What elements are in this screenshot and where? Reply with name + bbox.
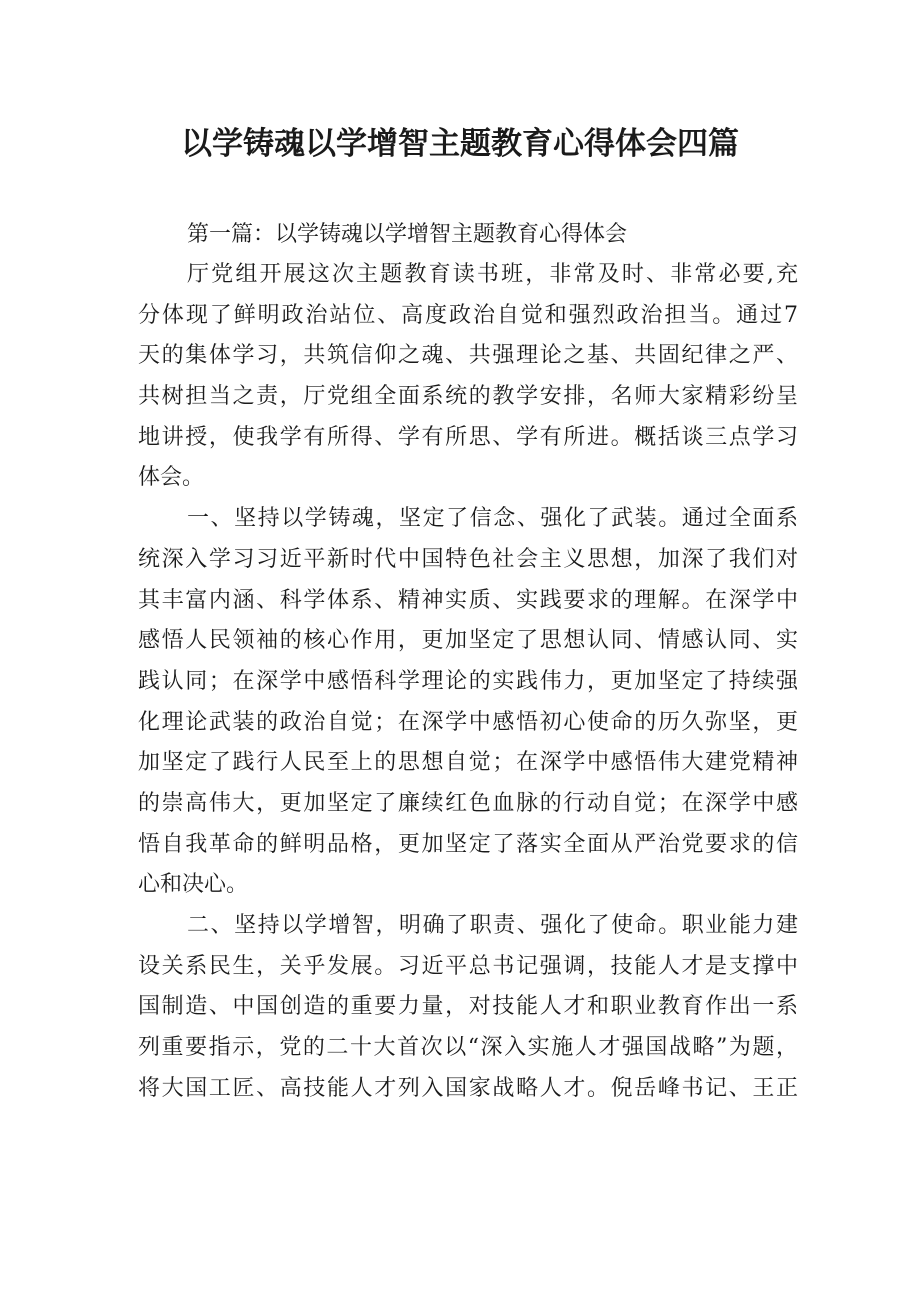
text-line: 其丰富内涵、科学体系、精神实质、实践要求的理解。在深学中 (138, 587, 798, 613)
section-heading: 第一篇：以学铸魂以学增智主题教育心得体会 (187, 222, 628, 247)
text-line: 一、坚持以学铸魂，坚定了信念、强化了武装。通过全面系 (187, 506, 798, 532)
paragraph-3 (138, 906, 798, 1109)
text-line: 悟自我革命的鲜明品格，更加坚定了落实全面从严治党要求的信 (138, 831, 798, 857)
text-line: 二、坚持以学增智，明确了职责、强化了使命。职业能力建 (187, 913, 798, 938)
document-title: 以学铸魂以学增智主题教育心得体会四篇 (181, 126, 739, 162)
paragraph-1 (138, 255, 798, 499)
text-line: 的崇高伟大，更加坚定了廉续红色血脉的行动自觉；在深学中感 (138, 790, 798, 816)
text-line: 国制造、中国创造的重要力量，对技能人才和职业教育作出一系 (138, 994, 798, 1020)
paragraph-2 (138, 499, 798, 906)
text-line: 心和决心。 (138, 872, 249, 898)
text-line: 地讲授，使我学有所得、学有所思、学有所进。概括谈三点学习 (138, 424, 798, 450)
text-line: 化理论武装的政治自觉；在深学中感悟初心使命的历久弥坚，更 (138, 709, 798, 735)
text-line: 天的集体学习，共筑信仰之魂、共强理论之基、共固纪律之严、 (138, 343, 798, 369)
text-line: 感悟人民领袖的核心作用，更加坚定了思想认同、情感认同、实 (138, 628, 798, 654)
text-line: 体会。 (138, 465, 205, 491)
text-line: 践认同；在深学中感悟科学理论的实践伟力，更加坚定了持续强 (138, 668, 798, 694)
text-line: 共树担当之责，厅党组全面系统的教学安排，名师大家精彩纷呈 (138, 384, 798, 410)
text-line: 列重要指示，党的二十大首次以“深入实施人才强国战略”为题， (138, 1035, 798, 1061)
text-line: 厅党组开展这次主题教育读书班，非常及时、非常必要,充 (187, 262, 798, 287)
text-line: 分体现了鲜明政治站位、高度政治自觉和强烈政治担当。通过7 (138, 302, 798, 328)
document-body (138, 255, 798, 1109)
text-line: 加坚定了践行人民至上的思想自觉；在深学中感悟伟大建党精神 (138, 750, 798, 776)
text-line: 将大国工匠、高技能人才列入国家战略人才。倪岳峰书记、王正 (138, 1075, 798, 1101)
text-line: 统深入学习习近平新时代中国特色社会主义思想，加深了我们对 (138, 546, 798, 572)
text-line: 设关系民生，关乎发展。习近平总书记强调，技能人才是支撑中 (138, 953, 798, 979)
